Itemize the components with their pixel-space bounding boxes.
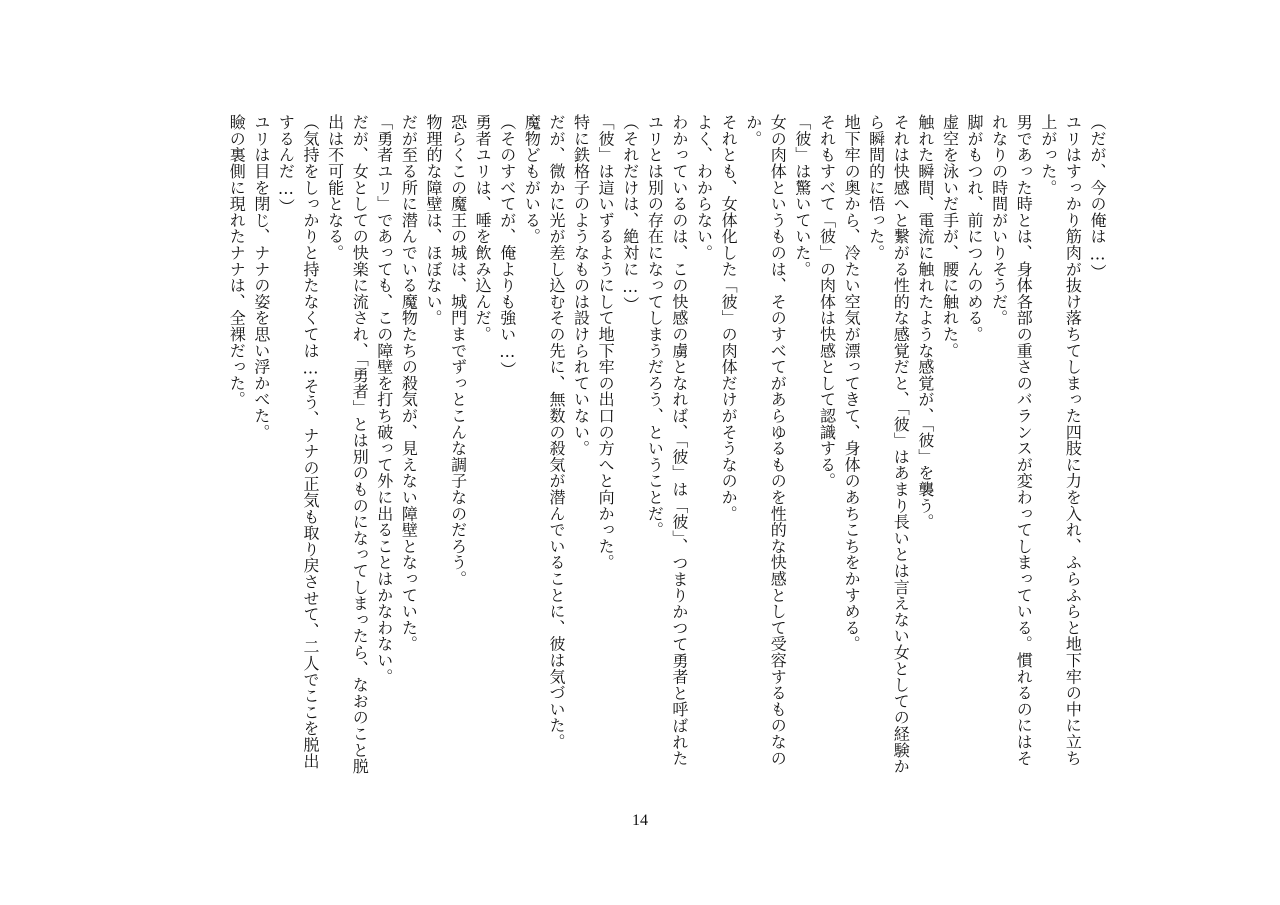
- text-line: （それだけは、絶対に…）: [620, 114, 640, 313]
- text-line: 虚空を泳いだ手が、腰に触れた。: [940, 114, 960, 359]
- text-line: だが、微かに光が差し込むその先に、無数の殺気が潜んでいることに、彼は気づいた。: [546, 114, 566, 750]
- text-line: それもすべて「彼」の肉体は快感として認識する。: [817, 114, 837, 489]
- text-line: ユリは目を閉じ、ナナの姿を思い浮かべた。: [251, 114, 271, 440]
- text-line: ら瞬間的に悟った。: [866, 114, 886, 261]
- text-line: 「勇者ユリ」であっても、この障壁を打ち破って外に出ることはかなわない。: [374, 114, 394, 685]
- text-line: 出は不可能となる。: [325, 114, 345, 261]
- text-line: （気持をしっかりと持たなくては…そう、ナナの正気も取り戻させて、二人でここを脱出: [301, 114, 320, 769]
- text-line: 脚がもつれ、前につんのめる。: [965, 114, 985, 343]
- text-line: ユリとは別の存在になってしまうだろう、ということだ。: [645, 114, 665, 538]
- text-line: 魔物どもがいる。: [522, 114, 542, 245]
- text-line: 瞼の裏側に現れたナナは、全裸だった。: [227, 114, 247, 408]
- text-line: 勇者ユリは、唾を飲み込んだ。: [473, 114, 493, 343]
- text-line: それは快感へと繋がる性的な感覚だと、「彼」はあまり長いとは言えない女としての経験か: [891, 114, 911, 775]
- text-line: 女の肉体というものは、そのすべてがあらゆるものを性的な快感として受容するものなの: [768, 114, 788, 766]
- text-line: だが至る所に潜んでいる魔物たちの殺気が、見えない障壁となっていた。: [399, 114, 419, 652]
- text-line: 恐らくこの魔王の城は、城門までずっとこんな調子なのだろう。: [448, 114, 468, 587]
- vertical-text-body: [152, 114, 1109, 804]
- text-line: するんだ…）: [276, 114, 296, 215]
- text-line: 地下牢の奥から、冷たい空気が漂ってきて、身体のあちこちをかすめる。: [842, 114, 862, 652]
- text-line: れなりの時間がいりそうだ。: [989, 114, 1009, 326]
- text-line: わかっているのは、この快感の虜となれば、「彼」は「彼」、つまりかつて勇者と呼ばれた: [669, 114, 689, 767]
- text-line: 男であった時とは、身体各部の重さのバランスが変わってしまっている。慣れるのにはそ: [1014, 114, 1034, 766]
- text-line: ユリはすっかり筋肉が抜け落ちてしまった四肢に力を入れ、ふらふらと地下牢の中に立ち: [1063, 114, 1083, 766]
- text-line: 物理的な障壁は、ほぼない。: [423, 114, 443, 326]
- text-line: 「彼」は這いずるようにして地下牢の出口の方へと向かった。: [596, 114, 616, 571]
- text-line: か。: [743, 114, 763, 147]
- text-line: （だが、今の俺は…）: [1088, 114, 1107, 280]
- text-line: 特に鉄格子のようなものは設けられていない。: [571, 114, 591, 457]
- text-line: （そのすべてが、俺よりも強い…）: [497, 114, 517, 378]
- text-line: よく、わからない。: [694, 114, 714, 261]
- text-line: それとも、女体化した「彼」の肉体だけがそうなのか。: [719, 114, 739, 522]
- page-number: 14: [632, 812, 648, 829]
- text-line: 「彼」は驚いていた。: [792, 114, 812, 277]
- text-line: 触れた瞬間、電流に触れたような感覚が、「彼」を襲う。: [915, 114, 935, 530]
- text-line: だが、女としての快楽に流され、「勇者」とは別のものになってしまったら、なおのこと脱: [350, 114, 370, 775]
- text-line: 上がった。: [1038, 114, 1058, 196]
